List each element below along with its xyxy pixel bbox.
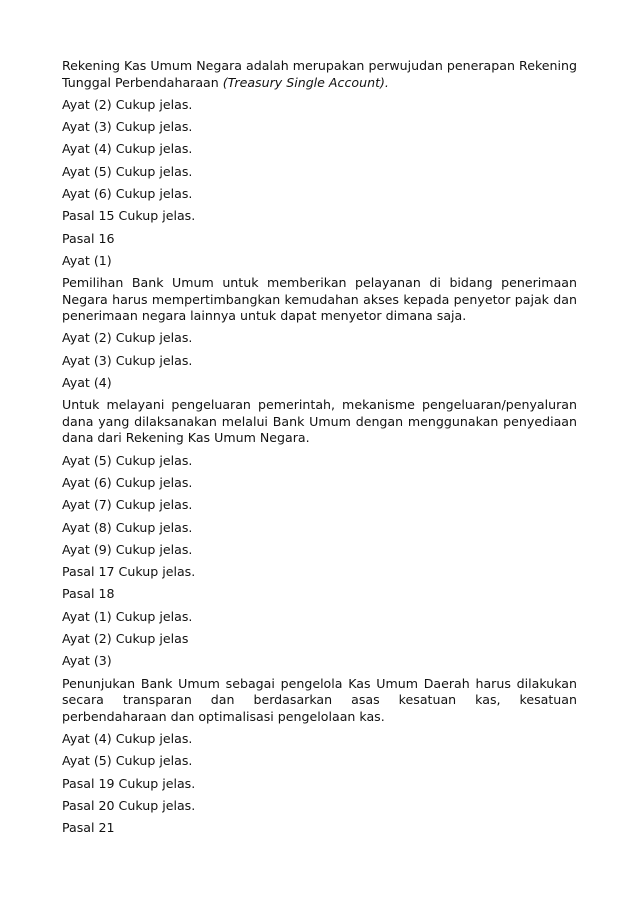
paragraph-ayat-5: Ayat (5) Cukup jelas. — [62, 163, 193, 179]
paragraph-rekening-kas-umum — [62, 58, 577, 91]
paragraph-ayat-9: Ayat (9) Cukup jelas. — [62, 541, 193, 557]
paragraph-ayat-2: Ayat (2) Cukup jelas. — [62, 330, 193, 346]
heading-ayat-3: Ayat (3) — [62, 653, 112, 669]
heading-pasal-16: Pasal 16 — [62, 230, 115, 246]
paragraph-ayat-3: Ayat (3) Cukup jelas. — [62, 119, 193, 135]
heading-pasal-20: Pasal 20 Cukup jelas. — [62, 797, 196, 813]
paragraph-melayani-pengeluaran: Untuk melayani pengeluaran pemerintah, mekanisme pengeluaran/penyaluran dana yang dilaksanakan melalui Bank Umum dengan menggunakan penyediaan dana dari Rekening Kas Umum Negara. — [62, 397, 577, 446]
paragraph-penunjukan-bank-umum: Penunjukan Bank Umum sebagai pengelola Kas Umum Daerah harus dilakukan secara transparan dan berdasarkan asas kesatuan kas, kesatuan perbendaharaan dan optimalisasi pengelolaan kas. — [62, 675, 577, 724]
paragraph-ayat-4: Ayat (4) Cukup jelas. — [62, 141, 193, 157]
paragraph-ayat-3: Ayat (3) Cukup jelas. — [62, 352, 193, 368]
heading-pasal-19: Pasal 19 Cukup jelas. — [62, 775, 196, 791]
paragraph-ayat-5: Ayat (5) Cukup jelas. — [62, 753, 193, 769]
paragraph-ayat-6: Ayat (6) Cukup jelas. — [62, 185, 193, 201]
heading-pasal-17: Pasal 17 Cukup jelas. — [62, 564, 196, 580]
paragraph-ayat-8: Ayat (8) Cukup jelas. — [62, 519, 193, 535]
heading-ayat-1: Ayat (1) — [62, 252, 112, 268]
paragraph-text: Rekening Kas Umum Negara adalah merupakan perwujudan penerapan Rekening Tunggal Perbendaharaan — [62, 58, 577, 90]
paragraph-ayat-7: Ayat (7) Cukup jelas. — [62, 497, 193, 513]
paragraph-ayat-1: Ayat (1) Cukup jelas. — [62, 608, 193, 624]
paragraph-ayat-5: Ayat (5) Cukup jelas. — [62, 452, 193, 468]
paragraph-pemilihan-bank-umum: Pemilihan Bank Umum untuk memberikan pelayanan di bidang penerimaan Negara harus mempertimbangkan kemudahan akses kepada penyetor pajak dan penerimaan negara lainnya untuk dapat menyetor dimana saja. — [62, 275, 577, 324]
heading-ayat-4: Ayat (4) — [62, 375, 112, 391]
paragraph-ayat-4: Ayat (4) Cukup jelas. — [62, 730, 193, 746]
paragraph-ayat-6: Ayat (6) Cukup jelas. — [62, 474, 193, 490]
paragraph-ayat-2: Ayat (2) Cukup jelas. — [62, 96, 193, 112]
heading-pasal-15: Pasal 15 Cukup jelas. — [62, 208, 196, 224]
paragraph-italic-term: (Treasury Single Account). — [222, 74, 389, 90]
heading-pasal-18: Pasal 18 — [62, 586, 115, 602]
paragraph-ayat-2: Ayat (2) Cukup jelas — [62, 631, 189, 647]
heading-pasal-21: Pasal 21 — [62, 820, 115, 836]
document-page — [62, 58, 577, 842]
